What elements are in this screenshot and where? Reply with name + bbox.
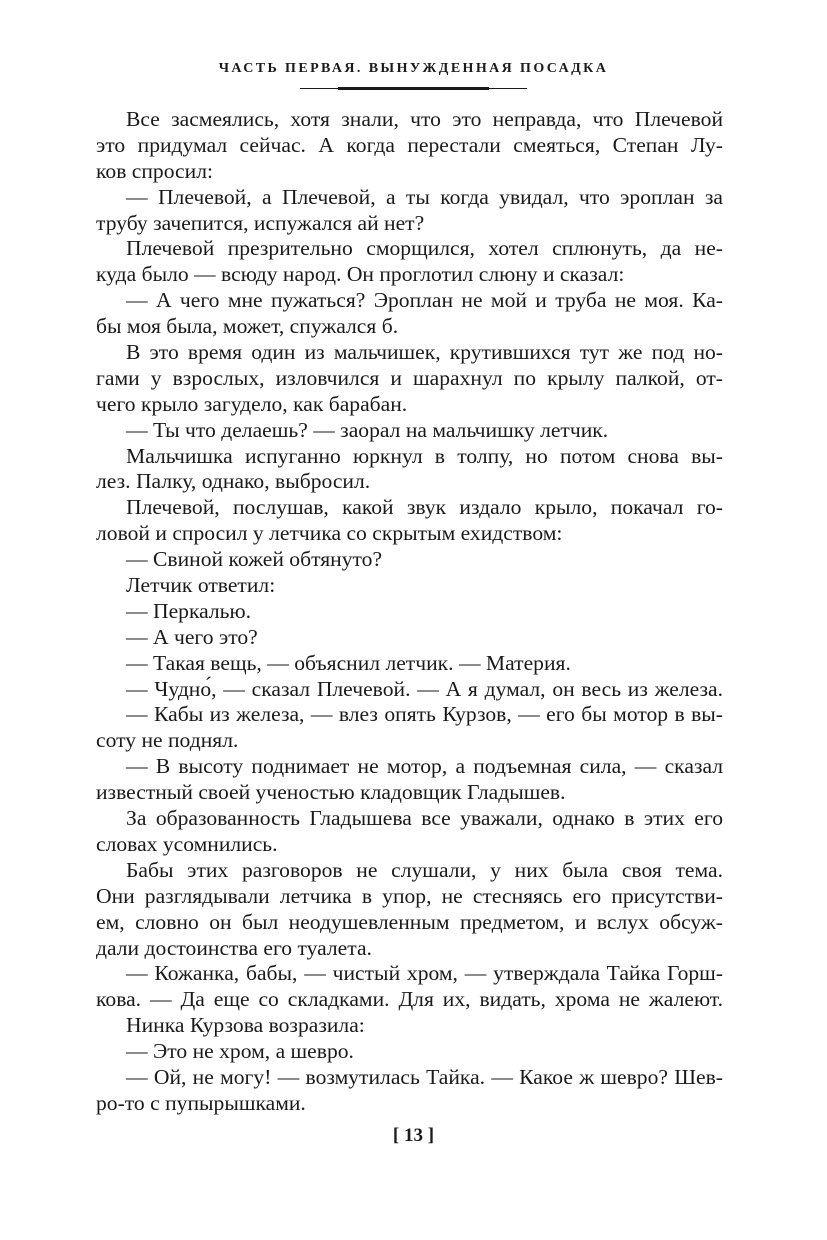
text-line: В это время один из мальчишек, крутившихся тут же под но- <box>126 340 723 365</box>
text-line: соту не поднял. <box>96 728 239 753</box>
text-line: — Ты что делаешь? — заорал на мальчишку летчик. <box>126 417 609 442</box>
body-text <box>96 107 723 1117</box>
text-line: — Перкалью. <box>126 598 252 623</box>
text-line: кова. — Да еще со складками. Для их, видать, хрома не жалеют. <box>96 987 723 1012</box>
text-line: чего крыло загудело, как барабан. <box>96 391 408 416</box>
header-rule <box>338 87 489 90</box>
text-line: — Такая вещь, — объяснил летчик. — Материя. <box>126 650 571 675</box>
text-line: Нинка Курзова возразила: <box>126 1013 365 1038</box>
running-head-title: ЧАСТЬ ПЕРВАЯ. ВЫНУЖДЕННАЯ ПОСАДКА <box>218 61 609 76</box>
text-line: гами у взрослых, изловчился и шарахнул по крылу палкой, от- <box>96 365 723 390</box>
text-line: За образованность Гладышева все уважали, однако в этих его <box>126 806 723 831</box>
text-line: Плечевой презрительно сморщился, хотел сплюнуть, да не- <box>126 236 723 261</box>
text-line: Они разглядывали летчика в упор, не стесняясь его присутстви- <box>96 883 723 908</box>
text-line: это придумал сейчас. А когда перестали смеяться, Степан Лу- <box>96 132 723 157</box>
text-line: Плечевой, послушав, какой звук издало крыло, покачал го- <box>126 495 723 520</box>
text-line: — Чудно́, — сказал Плечевой. — А я думал, он весь из железа. <box>126 676 723 701</box>
text-line: дали достоинства его туалета. <box>96 935 372 960</box>
text-line: известный своей ученостью кладовщик Гладышев. <box>96 780 566 805</box>
text-line: куда было — всюду народ. Он проглотил слюну и сказал: <box>96 262 625 287</box>
text-line: — Это не хром, а шевро. <box>126 1039 354 1064</box>
text-line: Бабы этих разговоров не слушали, у них была своя тема. <box>126 857 723 882</box>
text-line: — В высоту поднимает не мотор, а подъемная сила, — сказал <box>126 754 723 779</box>
text-line: Летчик ответил: <box>126 573 276 598</box>
text-line: — Кабы из железа, — влез опять Курзов, — его бы мотор в вы- <box>126 702 723 727</box>
text-line: бы моя была, может, спужался б. <box>96 314 399 339</box>
text-line: ем, словно он был неодушевленным предметом, и вслух обсуж- <box>96 909 723 934</box>
text-line: лез. Палку, однако, выбросил. <box>96 469 371 494</box>
text-line: Все засмеялись, хотя знали, что это неправда, что Плечевой <box>126 107 723 131</box>
text-line: трубу зачепится, испужался ай нет? <box>96 210 425 235</box>
text-line: — Кожанка, бабы, — чистый хром, — утверждала Тайка Горш- <box>126 961 723 986</box>
text-line: — Свиной кожей обтянуто? <box>126 547 383 572</box>
text-line: — А чего это? <box>126 624 258 649</box>
text-line: ро-то с пупырышками. <box>96 1090 306 1115</box>
text-line: Мальчишка испуганно юркнул в толпу, но потом снова вы- <box>126 443 723 468</box>
text-line: ловой и спросил у летчика со скрытым ехидством: <box>96 521 563 546</box>
page-number: [ 13 ] <box>392 1125 435 1146</box>
text-line: словах усомнились. <box>96 831 278 856</box>
text-line: ков спросил: <box>96 158 213 183</box>
text-line: — Ой, не могу! — возмутилась Тайка. — Какое ж шевро? Шев- <box>126 1064 723 1089</box>
text-line: — А чего мне пужаться? Эроплан не мой и труба не моя. Ка- <box>126 288 723 313</box>
text-line: — Плечевой, а Плечевой, а ты когда увидал, что эроплан за <box>126 184 723 209</box>
